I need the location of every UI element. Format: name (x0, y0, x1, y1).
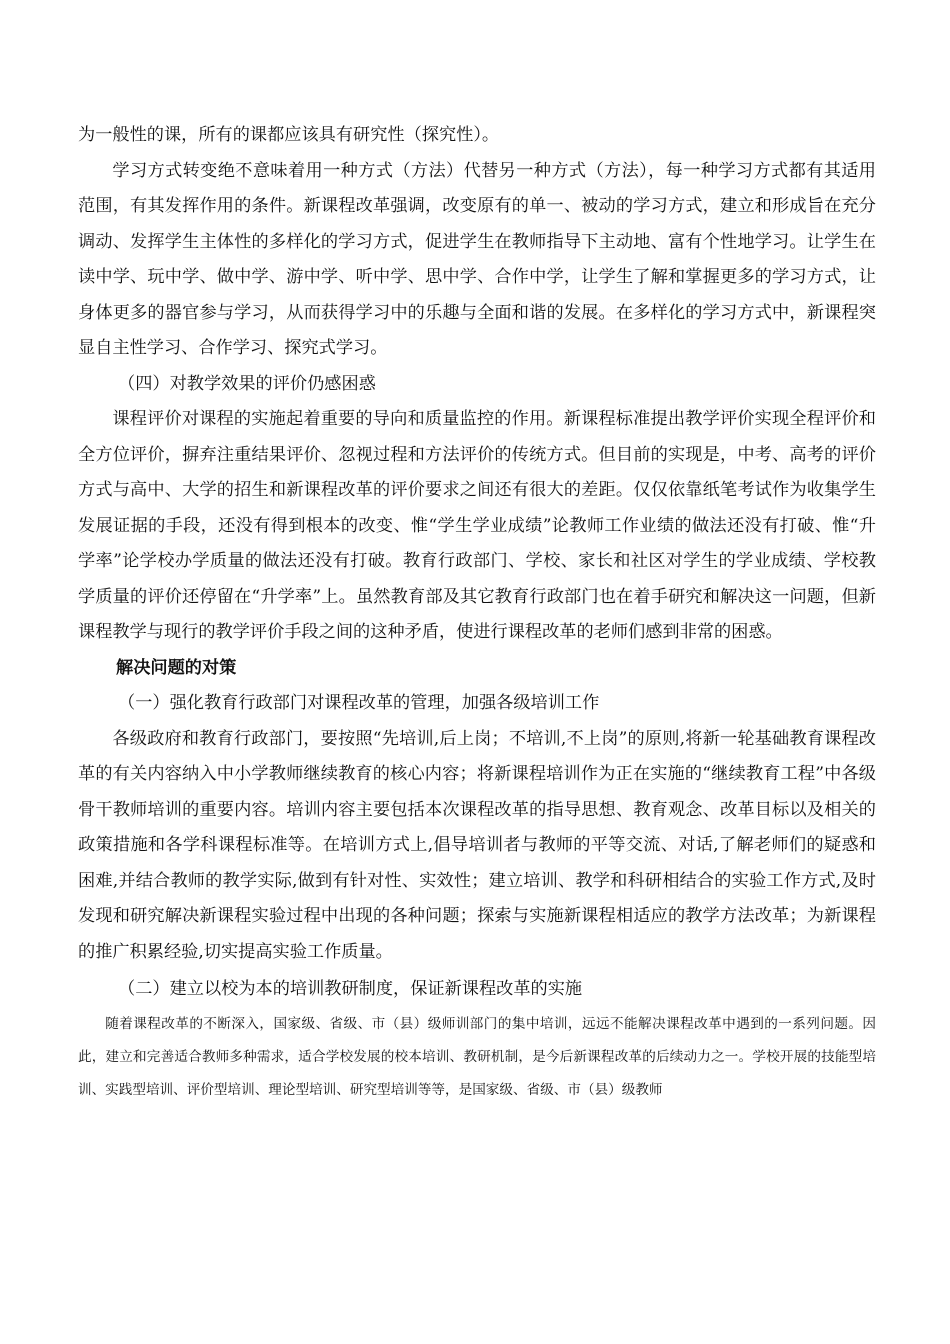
evaluation-paragraph: 课程评价对课程的实施起着重要的导向和质量监控的作用。新课程标准提出教学评价实现全程评价和全方位评价，摒弃注重结果评价、忽视过程和方法评价的传统方式。但目前的实现是，中考、高考的评价方式与高中、大学的招生和新课程改革的评价要求之间还有很大的差距。仅仅依靠纸笔考试作为收集学生发展证据的手段，还没有得到根本的改变、惟“学生学业成绩”论教师工作业绩的做法还没有打破、惟“升学率”论学校办学质量的做法还没有打破。教育行政部门、学校、家长和社区对学生的学业成绩、学校教学质量的评价还停留在“升学率”上。虽然教育部及其它教育行政部门也在着手研究和解决这一问题，但新课程教学与现行的教学评价手段之间的这种矛盾，使进行课程改革的老师们感到非常的困惑。 (78, 409, 876, 642)
learning-methods-paragraph: 学习方式转变绝不意味着用一种方式（方法）代替另一种方式（方法），每一种学习方式都有其适用范围，有其发挥作用的条件。新课程改革强调，改变原有的单一、被动的学习方式，建立和形成旨在充分调动、发挥学生主体性的多样化的学习方式，促进学生在教师指导下主动地、富有个性地学习。让学生在读中学、玩中学、做中学、游中学、听中学、思中学、合作中学，让学生了解和掌握更多的学习方式，让身体更多的器官参与学习，从而获得学习中的乐趣与全面和谐的发展。在多样化的学习方式中，新课程突显自主性学习、合作学习、探究式学习。 (78, 160, 876, 358)
training-paragraph: 各级政府和教育行政部门，要按照“先培训,后上岗；不培训,不上岗”的原则,将新一轮基础教育课程改革的有关内容纳入中小学教师继续教育的核心内容；将新课程培训作为正在实施的“继续教育工程”中各级骨干教师培训的重要内容。培训内容主要包括本次课程改革的指导思想、教育观念、改革目标以及相关的政策措施和各学科课程标准等。在培训方式上,倡导培训者与教师的平等交流、对话,了解老师们的疑惑和困难,并结合教师的教学实际,做到有针对性、实效性；建立培训、教学和科研相结合的实验工作方式,及时发现和研究解决新课程实验过程中出现的各种问题；探索与实施新课程相适应的教学方法改革；为新课程的推广积累经验,切实提高实验工作质量。 (78, 728, 876, 962)
continuation-paragraph: 为一般性的课，所有的课都应该具有研究性（探究性）。 (78, 125, 500, 145)
heading-school-based-system: （二）建立以校为本的培训教研制度，保证新课程改革的实施 (118, 979, 583, 999)
heading-strengthen-management: （一）强化教育行政部门对课程改革的管理，加强各级培训工作 (118, 693, 600, 713)
school-based-paragraph: 随着课程改革的不断深入，国家级、省级、市（县）级师训部门的集中培训，远远不能解决课程改革中遇到的一系列问题。因此，建立和完善适合教师多种需求，适合学校发展的校本培训、教研机制，是今后新课程改革的后续动力之一。学校开展的技能型培训、实践型培训、评价型培训、理论型培训、研究型培训等等，是国家级、省级、市（县）级教师 (78, 1015, 876, 1098)
section-title-solutions: 解决问题的对策 (116, 657, 237, 678)
heading-evaluation-confusion: （四）对教学效果的评价仍感困惑 (118, 373, 376, 394)
document-body (78, 118, 876, 1107)
